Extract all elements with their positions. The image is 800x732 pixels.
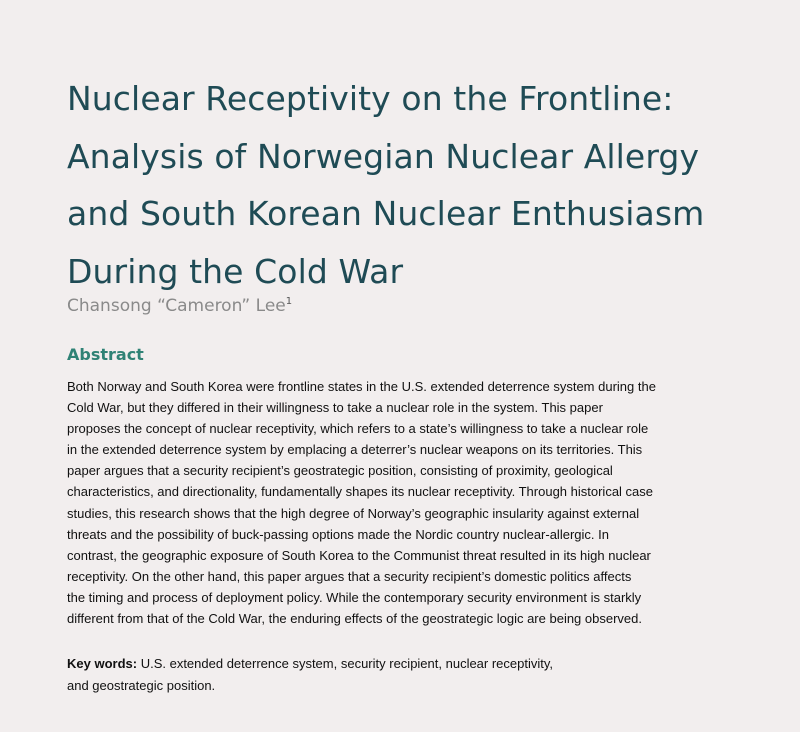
keywords-line: and geostrategic position. — [67, 677, 216, 693]
keywords-block — [67, 653, 717, 696]
paper-title — [67, 70, 767, 300]
abstract-heading: Abstract — [67, 345, 144, 364]
abstract-line: in the extended deterrence system by emplacing a deterrer’s nuclear weapons on its territories. This — [67, 442, 643, 458]
abstract-line: Both Norway and South Korea were frontline states in the U.S. extended deterrence system during the — [67, 379, 656, 394]
title-line: During the Cold War — [67, 251, 404, 291]
abstract-line: different from that of the Cold War, the enduring effects of the geostrategic logic are being observed. — [67, 611, 642, 627]
title-line: Analysis of Norwegian Nuclear Allergy — [67, 136, 700, 176]
title-line: Nuclear Receptivity on the Frontline: — [67, 79, 674, 118]
abstract-line: studies, this research shows that the high degree of Norway’s geographic insularity against external — [67, 505, 640, 521]
author-name: Chansong “Cameron” Lee — [67, 296, 286, 316]
keywords-label: Key words: — [67, 656, 138, 671]
abstract-line: paper argues that a security recipient’s geostrategic position, consisting of proximity, geological — [67, 463, 613, 479]
author-line — [67, 296, 292, 316]
title-line: and South Korean Nuclear Enthusiasm — [67, 194, 705, 233]
abstract-body — [67, 376, 717, 629]
abstract-line: Cold War, but they differed in their willingness to take a nuclear role in the system. This paper — [67, 400, 603, 416]
abstract-line: receptivity. On the other hand, this paper argues that a security recipient’s domestic politics affects — [67, 568, 632, 584]
abstract-line: characteristics, and directionality, fundamentally shapes its nuclear receptivity. Through historical case — [67, 484, 654, 500]
abstract-line: proposes the concept of nuclear receptivity, which refers to a state’s willingness to take a nuclear role — [67, 421, 649, 437]
abstract-line: the timing and process of deployment policy. While the contemporary security environment is starkly — [67, 589, 642, 605]
abstract-line: threats and the possibility of buck-passing options made the Nordic country nuclear-allergic. In — [67, 526, 609, 542]
keywords-line — [67, 653, 717, 675]
abstract-line: contrast, the geographic exposure of South Korea to the Communist threat resulted in its high nuclear — [67, 547, 651, 563]
keywords-text: U.S. extended deterrence system, security recipient, nuclear receptivity, — [137, 656, 554, 671]
author-footnote-mark[interactable]: 1 — [285, 296, 293, 307]
